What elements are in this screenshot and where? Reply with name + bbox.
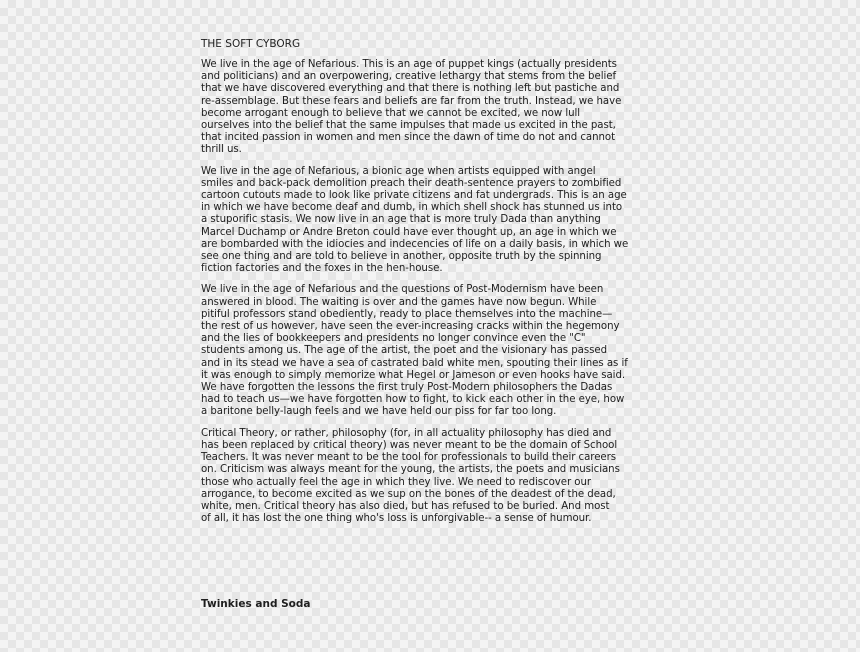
document-body	[201, 38, 663, 534]
paragraph-4: Critical Theory, or rather, philosophy (for, in all actuality philosophy has died and has been replaced by critical theory) was never meant to be the domain of School Teachers. It was never meant to be the tool for professionals to build their careers on. Criticism was always meant for the young, the artists, the poets and musicians those who actually feel the age in which they live. We need to rediscover our arrogance, to become excited as we sup on the bones of the deadest of the dead, white, men. Critical theory has also died, but has refused to be buried. And most of all, it has lost the one thing who's loss is unforgivable-- a sense of humour.	[201, 427, 620, 525]
paragraph-2: We live in the age of Nefarious, a bionic age when artists equipped with angel smiles and back-pack demolition preach their death-sentence prayers to zombified cartoon cutouts made to look like private citizens and fat undergrads. This is an age in which we have become deaf and dumb, in which shell shock has stunned us into a stuporific stasis. We now live in an age that is more truly Dada than anything Marcel Duchamp or Andre Breton could have ever thought up, an age in which we are bombarded with the idiocies and indecencies of life on a daily basis, in which we see one thing and are told to believe in another, opposite truth by the spinning fiction factories and the foxes in the hen-house.	[201, 165, 629, 275]
document-title: THE SOFT CYBORG	[201, 38, 301, 50]
paragraph-1: We live in the age of Nefarious. This is an age of puppet kings (actually presidents and politicians) and an overpowering, creative lethargy that stems from the belief that we have discovered everything and that there is nothing left but pastiche and re-assemblage. But these fears and beliefs are far from the truth. Instead, we have become arrogant enough to believe that we cannot be excited, we now lull ourselves into the belief that the same impulses that made us excited in the past, that incited passion in women and men since the dawn of time do not and cannot thrill us.	[201, 59, 622, 156]
section-subheading: Twinkies and Soda	[201, 598, 311, 610]
paragraph-3: We live in the age of Nefarious and the questions of Post-Modernism have been answered in blood. The waiting is over and the games have now begun. While pitiful professors stand obediently, ready to place themselves into the machine— the rest of us however, have seen the ever-increasing cracks within the hegemony and the lies of bookkeepers and presidents no longer convince even the "C" students among us. The age of the artist, the poet and the visionary has passed and in its stead we have a sea of castrated bald white men, spouting their lines as if it was enough to simply memorize what Hegel or Jameson or even hooks have said. We have forgotten the lessons the first truly Post-Modern philosophers the Dadas had to teach us—we have forgotten how to fight, to kick each other in the eye, how a baritone belly-laugh feels and we have held our piss for far too long.	[201, 284, 628, 418]
